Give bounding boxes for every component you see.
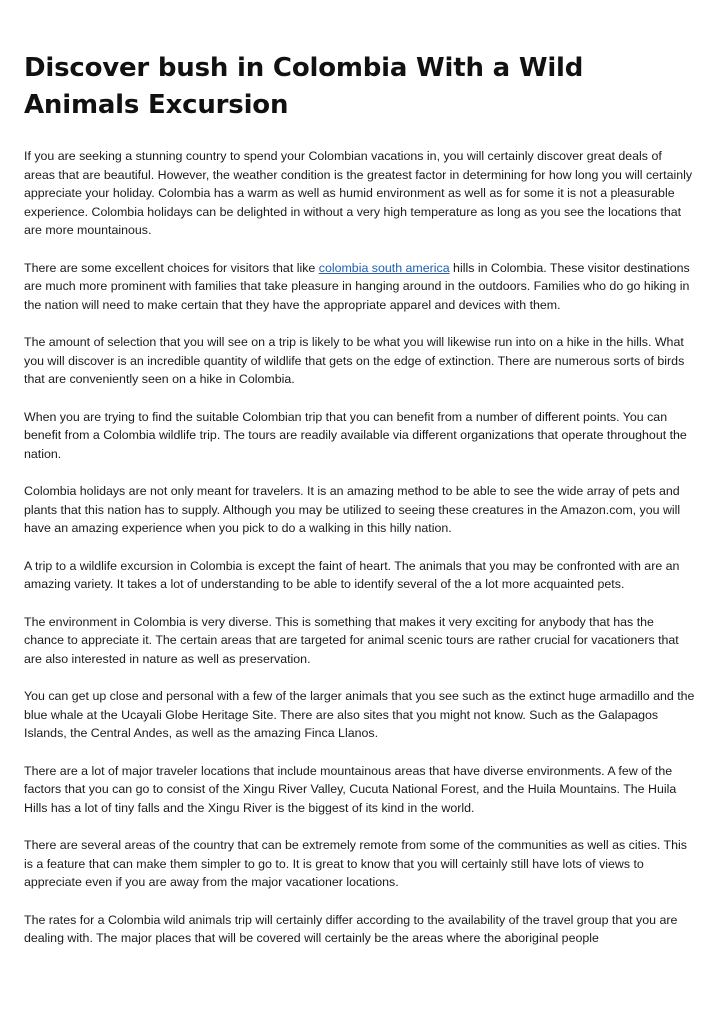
paragraph-2-text-after: hills in Colombia. These visitor destinations are much more prominent with families that take pleasure in hanging around in the outdoors. Families who do go hiking in the nation will need to make certain that they have the appropriate apparel and devices with them.	[24, 260, 690, 312]
paragraph-11: The rates for a Colombia wild animals trip will certainly differ according to the availability of the travel group that you are dealing with. The major places that will be covered will certainly be the areas where the aboriginal people	[24, 912, 678, 945]
paragraph-7: The environment in Colombia is very diverse. This is something that makes it very exciting for anybody that has the chance to appreciate it. The certain areas that are targeted for animal scenic tours are rather crucial for vacationers that are also interested in nature as well as preservation.	[24, 614, 679, 666]
paragraph-3: The amount of selection that you will see on a trip is likely to be what you will likewise run into on a hike in the hills. What you will discover is an incredible quantity of wildlife that gets on the edge of extinction. There are numerous sorts of birds that are conveniently seen on a hike in Colombia.	[24, 335, 685, 386]
paragraph-2-text-before: There are some excellent choices for visitors that like	[24, 260, 319, 275]
article	[24, 50, 696, 967]
paragraph-4: When you are trying to find the suitable Colombian trip that you can benefit from a number of different points. You can benefit from a Colombia wildlife trip. The tours are readily available via different organizations that operate throughout the nation.	[24, 409, 687, 461]
paragraph-1: If you are seeking a stunning country to spend your Colombian vacations in, you will certainly discover great deals of areas that are beautiful. However, the weather condition is the greatest factor in determining for how long you will certainly appreciate your holiday. Colombia has a warm as well as humid environment as well as for some it is not a pleasurable experience. Colombia holidays can be delighted in without a very high temperature as long as you see the locations that are more mountainous.	[24, 149, 693, 237]
paragraph-8: You can get up close and personal with a few of the larger animals that you see such as the extinct huge armadillo and the blue whale at the Ucayali Globe Heritage Site. There are also sites that you might not know. Such as the Galapagos Islands, the Central Andes, as well as the amazing Finca Llanos.	[24, 689, 695, 740]
paragraph-9: There are a lot of major traveler locations that include mountainous areas that have diverse environments. A few of the factors that you can go to consist of the Xingu River Valley, Cucuta National Forest, and the Huila Mountains. The Huila Hills has a lot of tiny falls and the Xingu River is the biggest of its kind in the world.	[24, 763, 677, 815]
paragraph-10: There are several areas of the country that can be extremely remote from some of the communities as well as cities. This is a feature that can make them simpler to go to. It is great to know that you will certainly still have lots of views to appreciate even if you are away from the major vacationer locations.	[24, 838, 687, 889]
paragraph-6: A trip to a wildlife excursion in Colombia is except the faint of heart. The animals that you may be confronted with are an amazing variety. It takes a lot of understanding to be able to identify several of the a lot more acquainted pets.	[24, 558, 680, 591]
article-title: Discover bush in Colombia With a Wild Animals Excursion	[24, 53, 584, 120]
paragraph-2	[24, 259, 696, 315]
colombia-south-america-link[interactable]: colombia south america	[318, 260, 450, 275]
paragraph-5: Colombia holidays are not only meant for travelers. It is an amazing method to be able to see the wide array of pets and plants that this nation has to supply. Although you may be utilized to seeing these creatures in the Amazon.com, you will have an amazing experience when you pick to do a walking in this hilly nation.	[24, 484, 681, 535]
